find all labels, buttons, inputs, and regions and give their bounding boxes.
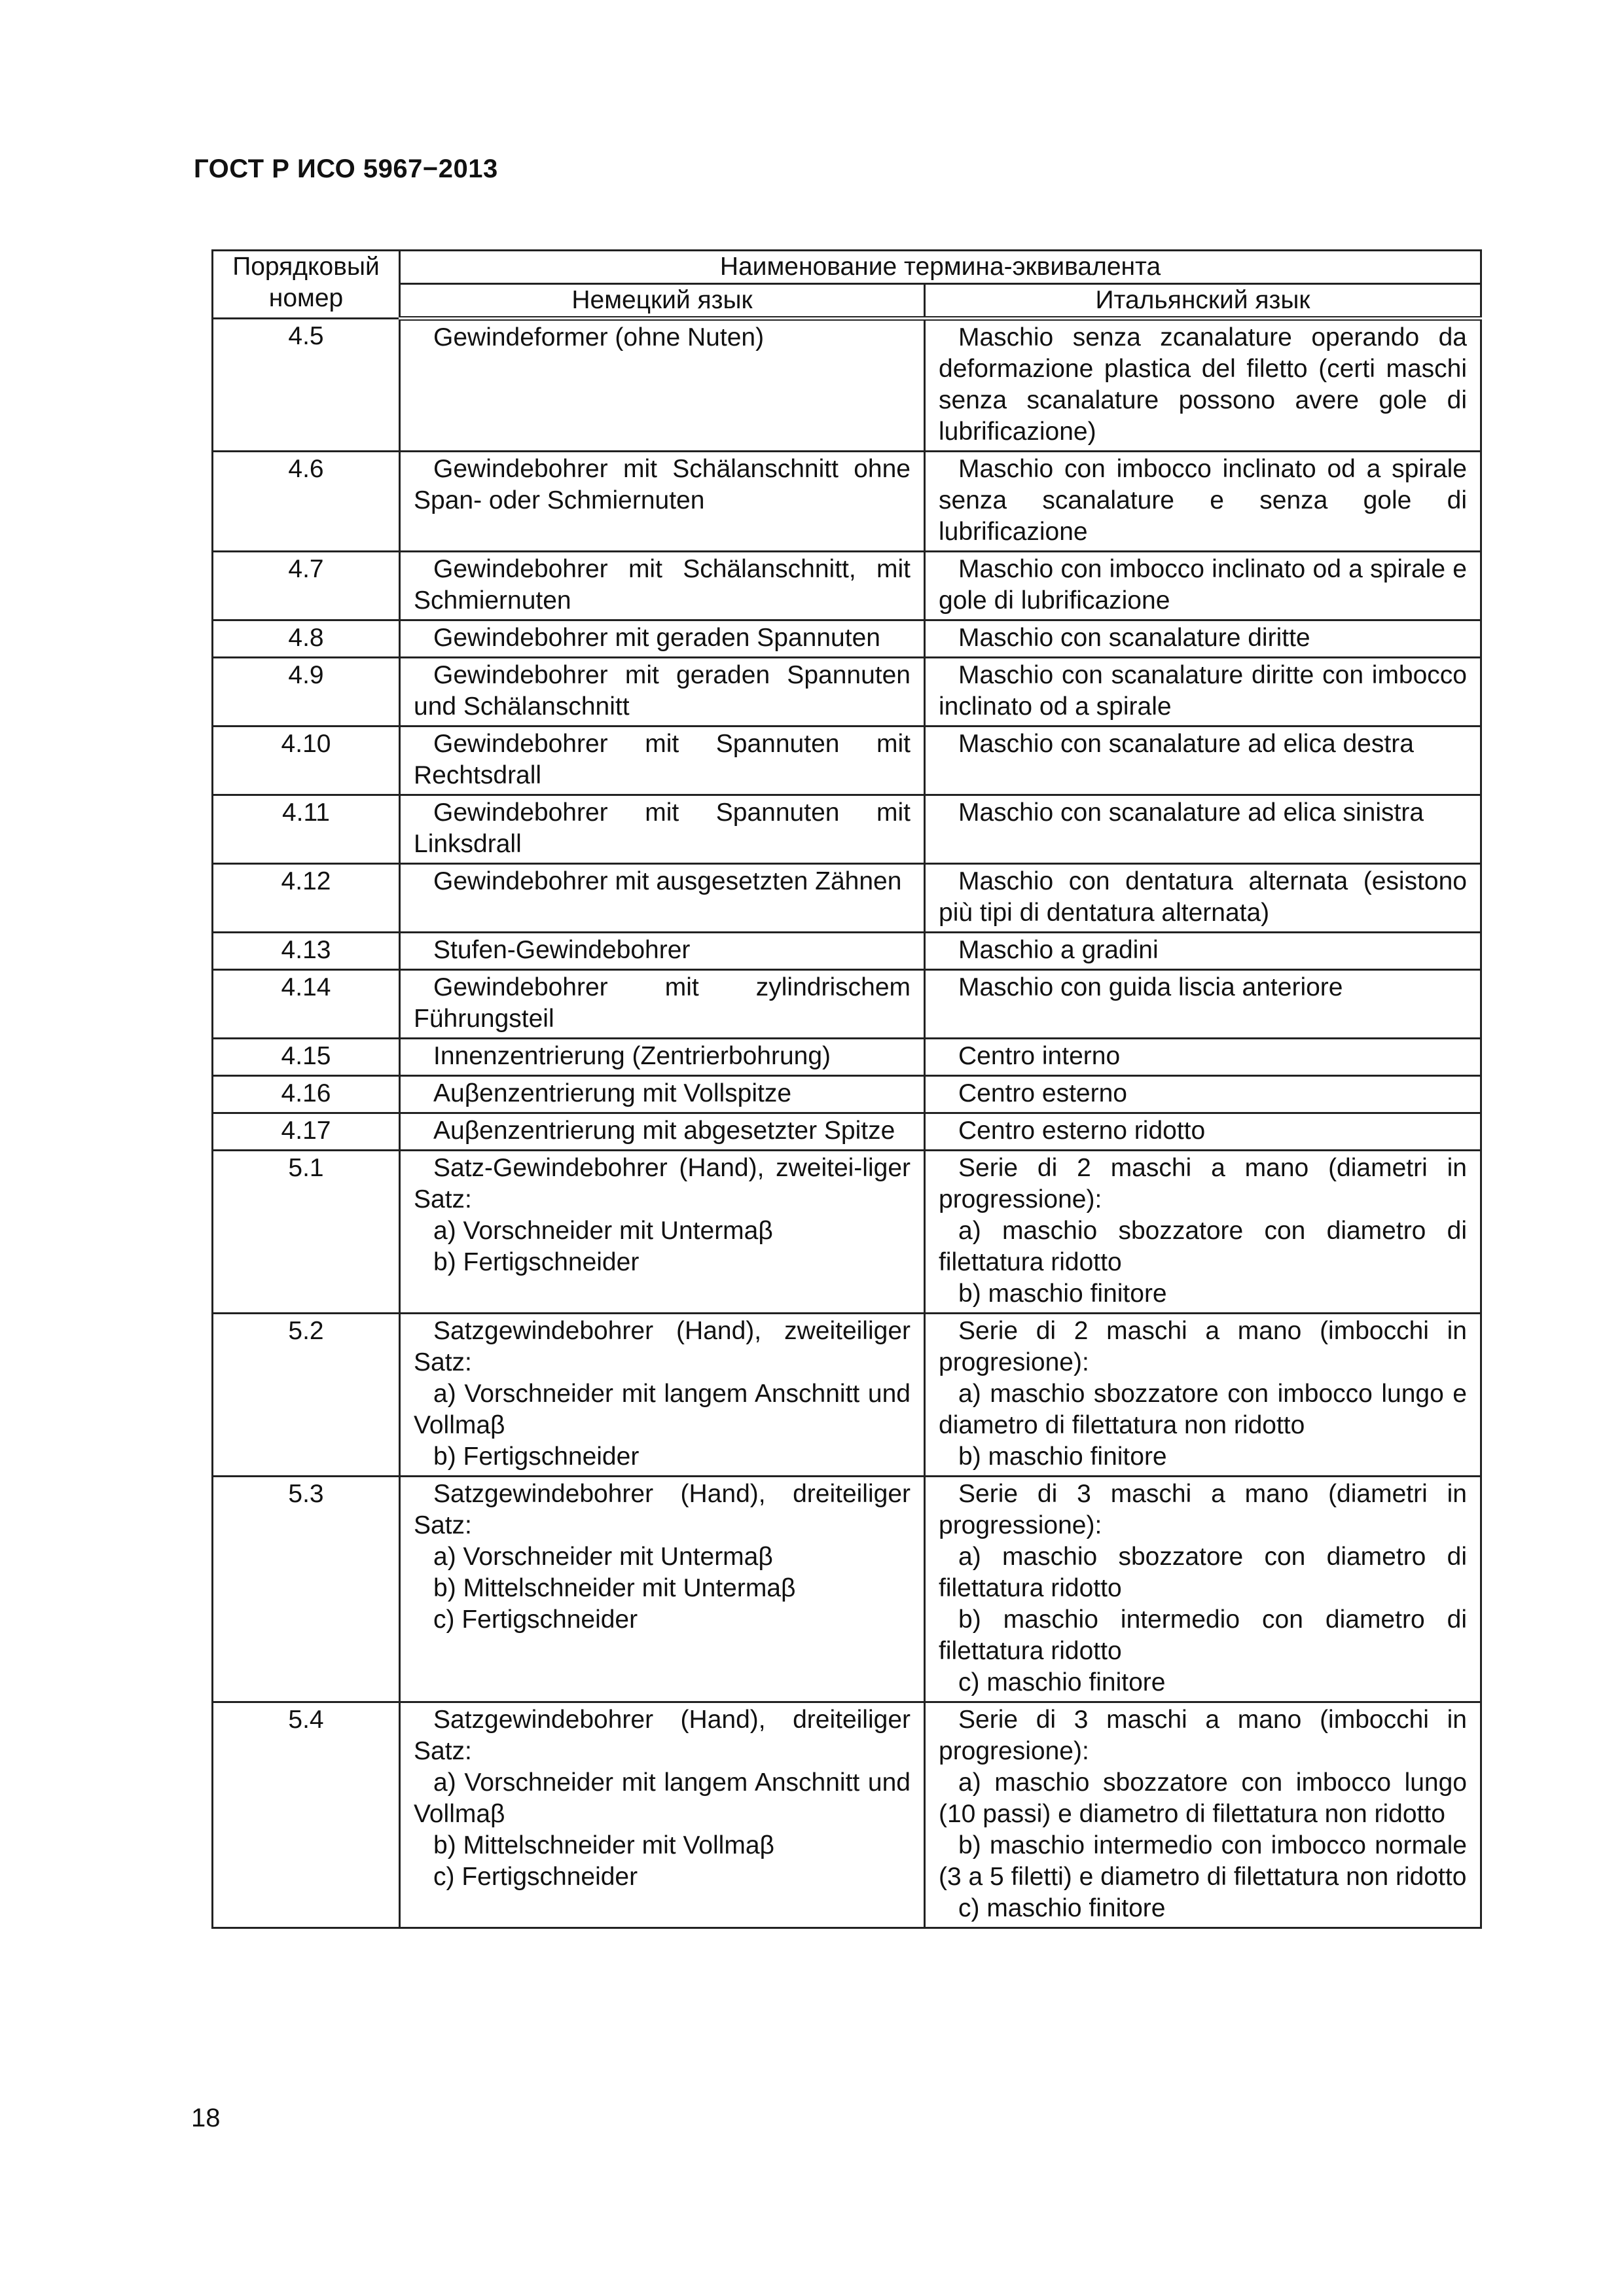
column-header-equivalent-term: Наименование термина-эквивалента bbox=[400, 251, 1481, 284]
table-row bbox=[213, 552, 1481, 620]
page-number: 18 bbox=[191, 2104, 221, 2132]
german-term-cell bbox=[400, 726, 925, 795]
german-term-line: a) Vorschneider mit langem Anschnitt und Vollmaβ bbox=[414, 1380, 911, 1439]
german-term-cell bbox=[400, 1702, 925, 1928]
italian-term-line: a) maschio sbozzatore con imbocco lungo (10 passi) e diametro di filettatura non ridotto bbox=[939, 1768, 1467, 1828]
italian-term-line: c) maschio finitore bbox=[958, 1894, 1166, 1922]
italian-term-line: Maschio con guida liscia anteriore bbox=[958, 973, 1343, 1001]
italian-term-cell bbox=[925, 1477, 1481, 1702]
german-term-cell bbox=[400, 1076, 925, 1113]
italian-term-cell bbox=[925, 933, 1481, 970]
term-number-cell: 4.13 bbox=[213, 933, 400, 970]
term-number-cell: 5.4 bbox=[213, 1702, 400, 1928]
italian-term-cell bbox=[925, 1702, 1481, 1928]
german-term-line: Auβenzentrierung mit Vollspitze bbox=[433, 1079, 792, 1107]
table-row bbox=[213, 1477, 1481, 1702]
german-term-line: c) Fertigschneider bbox=[433, 1605, 638, 1634]
term-number-cell: 5.1 bbox=[213, 1151, 400, 1314]
table-row bbox=[213, 1076, 1481, 1113]
term-number-cell: 4.15 bbox=[213, 1039, 400, 1076]
german-term-line: Satzgewindebohrer (Hand), dreiteiliger Satz: bbox=[414, 1480, 911, 1539]
term-number-cell: 4.14 bbox=[213, 970, 400, 1039]
german-term-line: Stufen-Gewindebohrer bbox=[433, 936, 691, 964]
german-term-line: b) Mittelschneider mit Vollmaβ bbox=[433, 1831, 774, 1859]
column-header-number: Порядковый номер bbox=[213, 251, 400, 319]
italian-term-line: Serie di 2 maschi a mano (diametri in progressione): bbox=[939, 1154, 1467, 1213]
german-term-cell bbox=[400, 620, 925, 658]
german-term-cell bbox=[400, 1039, 925, 1076]
italian-term-line: Serie di 2 maschi a mano (imbocchi in progresione): bbox=[939, 1317, 1467, 1376]
german-term-cell bbox=[400, 319, 925, 452]
german-term-cell bbox=[400, 1151, 925, 1314]
table-row bbox=[213, 658, 1481, 726]
italian-term-cell bbox=[925, 1113, 1481, 1151]
table-row bbox=[213, 319, 1481, 452]
italian-term-line: Maschio con scanalature diritte bbox=[958, 624, 1310, 652]
italian-term-line: b) maschio finitore bbox=[958, 1280, 1167, 1308]
german-term-line: b) Mittelschneider mit Untermaβ bbox=[433, 1574, 796, 1602]
german-term-line: Innenzentrierung (Zentrierbohrung) bbox=[433, 1042, 831, 1070]
term-number-cell: 4.5 bbox=[213, 319, 400, 452]
term-number-cell: 4.10 bbox=[213, 726, 400, 795]
german-term-line: c) Fertigschneider bbox=[433, 1863, 638, 1891]
german-term-cell bbox=[400, 1477, 925, 1702]
term-number-cell: 4.11 bbox=[213, 795, 400, 864]
italian-term-line: Maschio con imbocco inclinato od a spirale senza scanalature e senza gole di lubrificazione bbox=[939, 455, 1467, 546]
italian-term-line: Maschio con scanalature ad elica sinistra bbox=[958, 798, 1424, 827]
german-term-line: Satzgewindebohrer (Hand), zweiteiliger Satz: bbox=[414, 1317, 911, 1376]
term-number-cell: 5.3 bbox=[213, 1477, 400, 1702]
term-number-cell: 4.16 bbox=[213, 1076, 400, 1113]
table-row bbox=[213, 620, 1481, 658]
table-row bbox=[213, 1113, 1481, 1151]
german-term-cell bbox=[400, 864, 925, 933]
term-number-cell: 4.12 bbox=[213, 864, 400, 933]
table-row bbox=[213, 795, 1481, 864]
term-number-cell: 4.17 bbox=[213, 1113, 400, 1151]
german-term-line: Satzgewindebohrer (Hand), dreiteiliger Satz: bbox=[414, 1706, 911, 1765]
italian-term-cell bbox=[925, 1039, 1481, 1076]
table-row bbox=[213, 726, 1481, 795]
italian-term-cell bbox=[925, 658, 1481, 726]
german-term-cell bbox=[400, 970, 925, 1039]
german-term-line: b) Fertigschneider bbox=[433, 1248, 640, 1276]
italian-term-line: a) maschio sbozzatore con diametro di filettatura ridotto bbox=[939, 1543, 1467, 1602]
italian-term-cell bbox=[925, 1314, 1481, 1477]
column-header-italian: Итальянский язык bbox=[925, 284, 1481, 319]
italian-term-cell bbox=[925, 319, 1481, 452]
german-term-line: a) Vorschneider mit langem Anschnitt und Vollmaβ bbox=[414, 1768, 911, 1828]
german-term-line: Gewindebohrer mit zylindrischem Führungsteil bbox=[414, 973, 911, 1033]
term-number-cell: 4.6 bbox=[213, 452, 400, 552]
german-term-line: a) Vorschneider mit Untermaβ bbox=[433, 1217, 773, 1245]
italian-term-line: b) maschio intermedio con imbocco normale (3 a 5 filetti) e diametro di filettatura non ridotto bbox=[939, 1831, 1467, 1891]
table-row bbox=[213, 970, 1481, 1039]
table-header bbox=[213, 251, 1481, 319]
term-number-cell: 4.7 bbox=[213, 552, 400, 620]
german-term-line: Gewindebohrer mit Spannuten mit Rechtsdrall bbox=[414, 730, 911, 789]
italian-term-line: Maschio con imbocco inclinato od a spirale e gole di lubrificazione bbox=[939, 555, 1467, 615]
table-row bbox=[213, 452, 1481, 552]
document-code-header: ГОСТ Р ИСО 5967−2013 bbox=[194, 154, 498, 183]
german-term-line: Gewindebohrer mit Spannuten mit Linksdrall bbox=[414, 798, 911, 858]
table-row bbox=[213, 1039, 1481, 1076]
german-term-cell bbox=[400, 1113, 925, 1151]
german-term-line: Gewindeformer (ohne Nuten) bbox=[433, 323, 765, 351]
table-row bbox=[213, 864, 1481, 933]
italian-term-line: c) maschio finitore bbox=[958, 1668, 1166, 1696]
italian-term-line: Maschio a gradini bbox=[958, 936, 1159, 964]
italian-term-line: Centro esterno bbox=[958, 1079, 1127, 1107]
table-row bbox=[213, 1151, 1481, 1314]
term-number-cell: 5.2 bbox=[213, 1314, 400, 1477]
italian-term-line: b) maschio finitore bbox=[958, 1443, 1167, 1471]
german-term-line: Gewindebohrer mit Schälanschnitt ohne Span- oder Schmiernuten bbox=[414, 455, 911, 514]
italian-term-line: Maschio con scanalature ad elica destra bbox=[958, 730, 1414, 758]
german-term-cell bbox=[400, 795, 925, 864]
german-term-cell bbox=[400, 552, 925, 620]
german-term-line: Gewindebohrer mit geraden Spannuten bbox=[433, 624, 880, 652]
table-row bbox=[213, 1702, 1481, 1928]
italian-term-line: Centro interno bbox=[958, 1042, 1121, 1070]
italian-term-cell bbox=[925, 864, 1481, 933]
column-header-german: Немецкий язык bbox=[400, 284, 925, 319]
italian-term-cell bbox=[925, 452, 1481, 552]
italian-term-line: b) maschio intermedio con diametro di filettatura ridotto bbox=[939, 1605, 1467, 1665]
italian-term-line: Serie di 3 maschi a mano (imbocchi in progresione): bbox=[939, 1706, 1467, 1765]
italian-term-line: Maschio senza zcanalature operando da deformazione plastica del filetto (certi maschi senza scanalature possono avere gole di lubrificazione) bbox=[939, 323, 1467, 446]
german-term-line: a) Vorschneider mit Untermaβ bbox=[433, 1543, 773, 1571]
table-row bbox=[213, 933, 1481, 970]
table-row bbox=[213, 1314, 1481, 1477]
german-term-cell bbox=[400, 452, 925, 552]
italian-term-line: Centro esterno ridotto bbox=[958, 1117, 1206, 1145]
term-number-cell: 4.8 bbox=[213, 620, 400, 658]
term-number-cell: 4.9 bbox=[213, 658, 400, 726]
italian-term-line: a) maschio sbozzatore con imbocco lungo e diametro di filettatura non ridotto bbox=[939, 1380, 1467, 1439]
german-term-cell bbox=[400, 933, 925, 970]
italian-term-cell bbox=[925, 620, 1481, 658]
german-term-cell bbox=[400, 1314, 925, 1477]
german-term-line: Auβenzentrierung mit abgesetzter Spitze bbox=[433, 1117, 895, 1145]
terms-table bbox=[211, 249, 1482, 1929]
italian-term-cell bbox=[925, 726, 1481, 795]
italian-term-cell bbox=[925, 970, 1481, 1039]
italian-term-cell bbox=[925, 795, 1481, 864]
italian-term-cell bbox=[925, 552, 1481, 620]
table-body bbox=[213, 319, 1481, 1928]
italian-term-cell bbox=[925, 1151, 1481, 1314]
italian-term-line: Maschio con dentatura alternata (esistono più tipi di dentatura alternata) bbox=[939, 867, 1467, 927]
italian-term-line: a) maschio sbozzatore con diametro di filettatura ridotto bbox=[939, 1217, 1467, 1276]
german-term-cell bbox=[400, 658, 925, 726]
german-term-line: Satz-Gewindebohrer (Hand), zweitei-liger Satz: bbox=[414, 1154, 911, 1213]
italian-term-line: Serie di 3 maschi a mano (diametri in progressione): bbox=[939, 1480, 1467, 1539]
german-term-line: b) Fertigschneider bbox=[433, 1443, 640, 1471]
german-term-line: Gewindebohrer mit ausgesetzten Zähnen bbox=[433, 867, 902, 895]
italian-term-line: Maschio con scanalature diritte con imbocco inclinato od a spirale bbox=[939, 661, 1467, 721]
italian-term-cell bbox=[925, 1076, 1481, 1113]
german-term-line: Gewindebohrer mit geraden Spannuten und Schälanschnitt bbox=[414, 661, 911, 721]
german-term-line: Gewindebohrer mit Schälanschnitt, mit Schmiernuten bbox=[414, 555, 911, 615]
